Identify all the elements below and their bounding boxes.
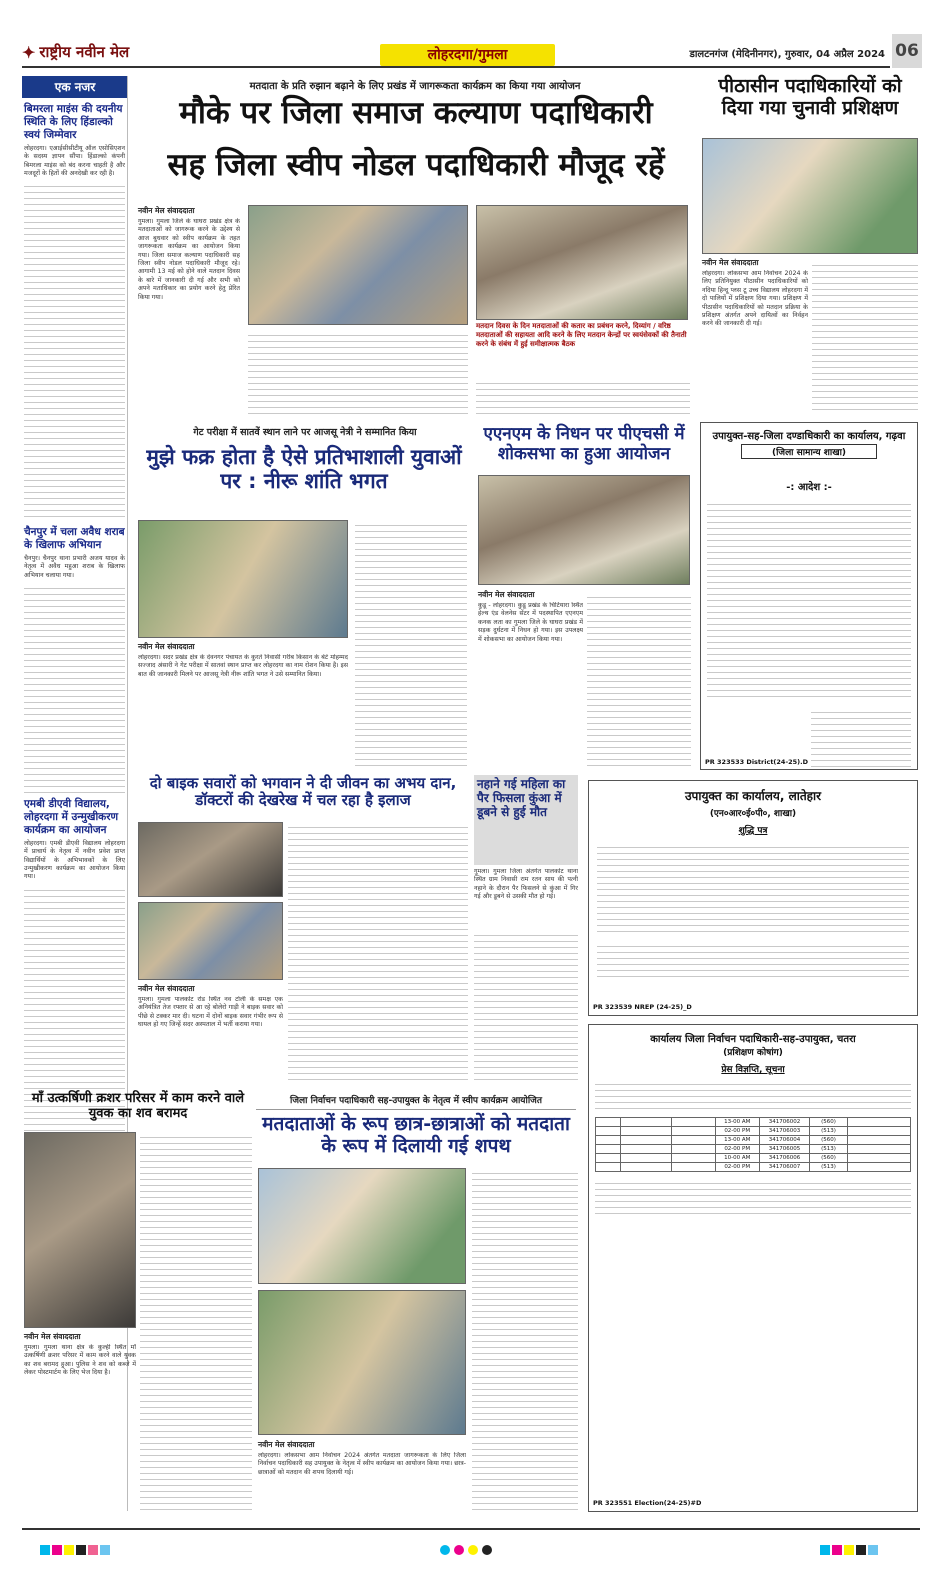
table-cell-code: 341706007 xyxy=(759,1163,809,1172)
bike-photo-injured xyxy=(138,902,283,980)
notice-chatra-title: कार्यालय जिला निर्वाचन पदाधिकारी-सह-उपायुक्त, चतरा xyxy=(650,1034,856,1045)
training-body-continued xyxy=(812,260,918,410)
masthead-brand xyxy=(22,38,172,66)
notice-garhwa xyxy=(700,422,918,770)
table-cell-count: (560) xyxy=(810,1118,848,1127)
anm-body: कुडू - लोहरदगा। कुडू प्रखंड के चिटियारा स्थित हेल्थ एंड वेलनेस सेंटर में पदस्थापित एएनएम कनक लता का गुमला जिले के घाघरा प्रखंड में सड़क दुर्घटना में निधन हो गया। इस उपलक्ष्य में शोकसभा का आयोजन किया गया। xyxy=(478,602,583,643)
training-photo xyxy=(702,138,918,254)
table-cell-time: 02-00 PM xyxy=(715,1145,759,1154)
anm-body-continued xyxy=(587,592,691,767)
color-registration-bar-center xyxy=(440,1545,520,1555)
crusher-body-continued xyxy=(140,1132,252,1510)
section-label: लोहरदगा/गुमला xyxy=(380,44,555,66)
table-cell-time: 13-00 AM xyxy=(715,1136,759,1145)
table-cell-count: (513) xyxy=(810,1127,848,1136)
crusher-byline: नवीन मेल संवाददाता xyxy=(24,1332,81,1341)
side-story-text-continued xyxy=(24,583,125,793)
table-cell-time: 10-00 AM xyxy=(715,1154,759,1163)
lead-photo-awareness-rally xyxy=(248,205,468,325)
notice-latehar-title: उपायुक्त का कार्यालय, लातेहार xyxy=(684,789,822,803)
pledge-photo-mascot xyxy=(258,1168,466,1284)
notice-chatra-ref: PR 323551 Election(24-25)#D xyxy=(593,1499,702,1507)
table-cell-code: 341706003 xyxy=(759,1127,809,1136)
gate-headline: मुझे फक्र होता है ऐसे प्रतिभाशाली युवाओं पर : नीरू शांति भगत xyxy=(146,445,462,494)
gate-body-continued xyxy=(355,520,467,768)
notice-garhwa-ref: PR 323533 District(24-25).D xyxy=(705,758,809,766)
notice-garhwa-order-label: -: आदेश :- xyxy=(786,482,832,493)
table-cell-count: (560) xyxy=(810,1154,848,1163)
bike-headline: दो बाइक सवारों को भगवान ने दी जीवन का अभय दान, डॉक्टरों की देखरेख में चल रहा है इलाज xyxy=(149,774,457,810)
brand-label: राष्ट्रीय नवीन मेल xyxy=(39,43,130,61)
lead-headline-line-2: सह जिला स्वीप नोडल पदाधिकारी मौजूद रहें xyxy=(167,147,665,183)
notice-chatra-footer-text xyxy=(595,1178,911,1218)
gate-photo xyxy=(138,520,348,638)
notice-chatra-subtitle: (प्रशिक्षण कोषांग) xyxy=(723,1048,783,1058)
page-number: 06 xyxy=(892,34,922,68)
side-story-headline: एमबी डीएवी विद्यालय, लोहरदगा में उन्मुखीकरण कार्यक्रम का आयोजन xyxy=(24,798,119,837)
pledge-photo-students xyxy=(258,1290,466,1435)
footer-rule xyxy=(22,1528,920,1530)
pledge-body-continued xyxy=(472,1168,578,1510)
color-registration-bar-left xyxy=(40,1545,180,1555)
table-row xyxy=(596,1136,911,1145)
schedule-table xyxy=(595,1117,911,1172)
notice-garhwa-body xyxy=(707,499,911,699)
notice-chatra xyxy=(588,1024,918,1512)
crusher-photo xyxy=(24,1132,136,1328)
well-headline: नहाने गई महिला का पैर फिसला कुंआ में डूबने से हुई मौत xyxy=(477,777,566,819)
notice-latehar-body xyxy=(597,842,909,937)
gate-kicker: गेट परीक्षा में सातवें स्थान लाने पर आजसू नेत्री ने सम्मानित किया xyxy=(193,427,417,438)
training-headline: पीठासीन पदाधिकारियों को दिया गया चुनावी प्रशिक्षण xyxy=(718,75,902,119)
notice-latehar-ref: PR 323539 NREP (24-25)_D xyxy=(593,1003,692,1011)
side-story-text-continued xyxy=(24,181,125,521)
side-story-text: लोहरदगा। एमबी डीएवी विद्यालय लोहरदगा में प्राचार्य के नेतृत्व में नवीन प्रवेश प्राप्त विद्यार्थियों के अभिभावकों के लिए उन्मुखीकरण कार्यक्रम का आयोजन किया गया। xyxy=(24,840,125,881)
table-cell-time: 13-00 AM xyxy=(715,1118,759,1127)
training-body: लोहरदगा। लोकसभा आम निर्वाचन 2024 के लिए प्रतिनियुक्त पीठासीन पदाधिकारियों को नदिया हिन्दू प्लस टू उच्च विद्यालय लोहरदगा में दो पालियों में प्रशिक्षण दिया गया। प्रशिक्षण में पीठासीन पदाधिकारियों को मतदान प्रक्रिया के प्रशिक्षण अंतर्गत अपने दायित्वों का निर्वहन करने की जानकारी दी गई। xyxy=(702,270,808,328)
crusher-body: गुमला। गुमला थाना क्षेत्र के कुल्ही स्थित माँ उत्कर्षिणी क्रशर परिसर में काम करने वाले युवक का शव बरामद हुआ। पुलिस ने शव को कब्जे में लेकर पोस्टमार्टम के लिए भेज दिया है। xyxy=(24,1344,136,1377)
notice-chatra-label: प्रेस विज्ञप्ति, सूचना xyxy=(721,1065,785,1075)
dateline: डालटनगंज (मेदिनीनगर), गुरुवार, 04 अप्रैल 2024 xyxy=(689,49,885,60)
table-cell-count: (513) xyxy=(810,1145,848,1154)
table-cell-count: (513) xyxy=(810,1163,848,1172)
anm-headline: एएनएम के निधन पर पीएचसी में शोकसभा का हुआ आयोजन xyxy=(483,424,685,464)
bird-logo-icon: ✦ xyxy=(22,42,36,62)
pledge-body: लोहरदगा। लोकसभा आम निर्वाचन 2024 अंतर्गत मतदाता जागरूकता के लिए जिला निर्वाचन पदाधिकारी सह उपायुक्त के नेतृत्व में स्वीप कार्यक्रम का आयोजन किया गया। छात्र-छात्राओं को मतदान की शपथ दिलायी गई। xyxy=(258,1452,466,1476)
pledge-headline: मतदाताओं के रूप छात्र-छात्राओं को मतदाता के रूप में दिलायी गई शपथ xyxy=(262,1113,570,1157)
notice-chatra-schedule xyxy=(595,1117,911,1172)
bike-body-continued xyxy=(288,822,468,1082)
masthead-rule xyxy=(22,66,890,68)
notice-latehar-label: शुद्धि पत्र xyxy=(738,826,768,836)
crusher-headline: माँ उत्कर्षिणी क्रशर परिसर में काम करने वाले युवक का शव बरामद xyxy=(31,1091,245,1121)
lead-body-columns xyxy=(248,330,468,415)
table-cell-code: 341706005 xyxy=(759,1145,809,1154)
notice-latehar-schedule xyxy=(597,941,909,981)
color-registration-bar-right xyxy=(820,1545,910,1555)
bike-body: गुमला। गुमला पालकोट रोड स्थित नव टोली के समक्ष एक अनियंत्रित तेज रफ्तार से आ रहे बोलेरो गाड़ी ने बाइक सवार को पीछे से टक्कर मार दी। घटना में दोनों बाइक सवार गंभीर रूप से घायल हो गए जिन्हें सदर अस्पताल में भर्ती कराया गया। xyxy=(138,996,283,1029)
notice-chatra-intro xyxy=(595,1079,911,1113)
table-row xyxy=(596,1145,911,1154)
notice-garhwa-subtitle: (जिला सामान्य शाखा) xyxy=(741,444,877,459)
notice-latehar xyxy=(588,780,918,1016)
gate-byline: नवीन मेल संवाददाता xyxy=(138,642,195,651)
lead-byline: नवीन मेल संवाददाता xyxy=(138,206,195,215)
anm-byline: नवीन मेल संवाददाता xyxy=(478,590,535,599)
notice-latehar-subtitle: (एन०आर०ई०पी०, शाखा) xyxy=(709,809,797,819)
bike-photo-accident xyxy=(138,822,283,897)
side-story-headline: बिमरला माइंस की दयनीय स्थिति के लिए हिंडाल्को स्वयं जिम्मेवार xyxy=(24,103,123,141)
ek-nazar-tag: एक नजर xyxy=(22,76,128,98)
table-row xyxy=(596,1127,911,1136)
anm-photo xyxy=(478,475,690,585)
gate-body: लोहरदगा। सदर प्रखंड क्षेत्र के देवनगर पंचायत के कुरते निवासी गरीब किसान के बेटे मोहम्मद सज्जाद अंसारी ने गेट परीक्षा में सातवां स्थान प्राप्त कर लोहरदगा का नाम रोशन किया है। इस बात की जानकारी मिलने पर आजसू नेत्री नीरू शांति भगत ने उसे सम्मानित किया। xyxy=(138,654,348,678)
table-cell-time: 02-00 PM xyxy=(715,1127,759,1136)
training-byline: नवीन मेल संवाददाता xyxy=(702,258,759,267)
side-story-text: लोहरदगा। एआईसीसीटीयू ऑल एसोसिएशन के सदस्य ज्ञापन सौंपा। हिंडाल्को कंपनी बिमरला माइंस को बंद करना चाहती है और मजदूरों के हितों की अनदेखी कर रही है। xyxy=(24,145,125,177)
table-row xyxy=(596,1118,911,1127)
well-body: गुमला। गुमला जिला अंतर्गत पालकोट थाना स्थित ग्राम निवासी राम रतन साय की पत्नी नहाने के दौरान पैर फिसलने से कुंआ में गिर गई और डूबने से उसकी मौत हो गई। xyxy=(474,868,578,901)
well-body-continued xyxy=(474,930,578,1082)
table-cell-count: (560) xyxy=(810,1136,848,1145)
side-story-headline: चैनपुर में चला अवैध शराब के खिलाफ अभियान xyxy=(24,526,125,552)
side-story-text: चैनपुर। चैनपुर थाना प्रभारी अजय यादव के नेतृत्व में अवैध महुआ शराब के खिलाफ अभियान चलाया गया। xyxy=(24,555,125,579)
table-row xyxy=(596,1154,911,1163)
lead-photo-caption: मतदान दिवस के दिन मतदाताओं की कतार का प्रबंधन करने, दिव्यांग / वरिष्ठ मतदाताओं की सहायता आदि करने के लिए मतदान केन्द्रों पर स्वयंसेवकों की तैनाती करने के संबंध में हुई समीक्षात्मक बैठक xyxy=(476,322,687,348)
lead-photo-review-meeting xyxy=(476,205,688,320)
table-row xyxy=(596,1163,911,1172)
table-cell-code: 341706006 xyxy=(759,1154,809,1163)
well-headline-box xyxy=(474,775,578,865)
notice-garhwa-signature xyxy=(811,707,911,767)
table-cell-time: 02-00 PM xyxy=(715,1163,759,1172)
table-cell-code: 341706002 xyxy=(759,1118,809,1127)
pledge-kicker: जिला निर्वाचन पदाधिकारी सह-उपायुक्त के नेतृत्व में स्वीप कार्यक्रम आयोजित xyxy=(256,1092,576,1110)
lead-headline-line-1: मौके पर जिला समाज कल्याण पदाधिकारी xyxy=(179,95,653,131)
pledge-byline: नवीन मेल संवाददाता xyxy=(258,1440,315,1449)
lead-body-col-1: गुमला। गुमला जिले के घाघरा प्रखंड क्षेत्र के मतदाताओं को जागरूक करने के उद्देश्य से आज बुधवार को स्वीप कार्यक्रम के तहत जागरूकता कार्यक्रम का आयोजन किया गया। जिला समाज कल्याण पदाधिकारी सह जिला स्वीप नोडल पदाधिकारी मौजूद रहे। आगामी 13 मई को होने वाले मतदान दिवस के बारे में जानकारी दी गई और सभी को अपने मताधिकार का प्रयोग करने हेतु प्रेरित किया गया। xyxy=(138,218,240,301)
table-cell-code: 341706004 xyxy=(759,1136,809,1145)
lead-body-columns-continued xyxy=(476,378,690,416)
lead-kicker: मतदाता के प्रति रुझान बढ़ाने के लिए प्रखंड में जागरूकता कार्यक्रम का किया गया आयोजन xyxy=(249,81,581,92)
bike-byline: नवीन मेल संवाददाता xyxy=(138,984,195,993)
notice-garhwa-title: उपायुक्त-सह-जिला दण्डाधिकारी का कार्यालय, गढ़वा xyxy=(712,431,906,442)
